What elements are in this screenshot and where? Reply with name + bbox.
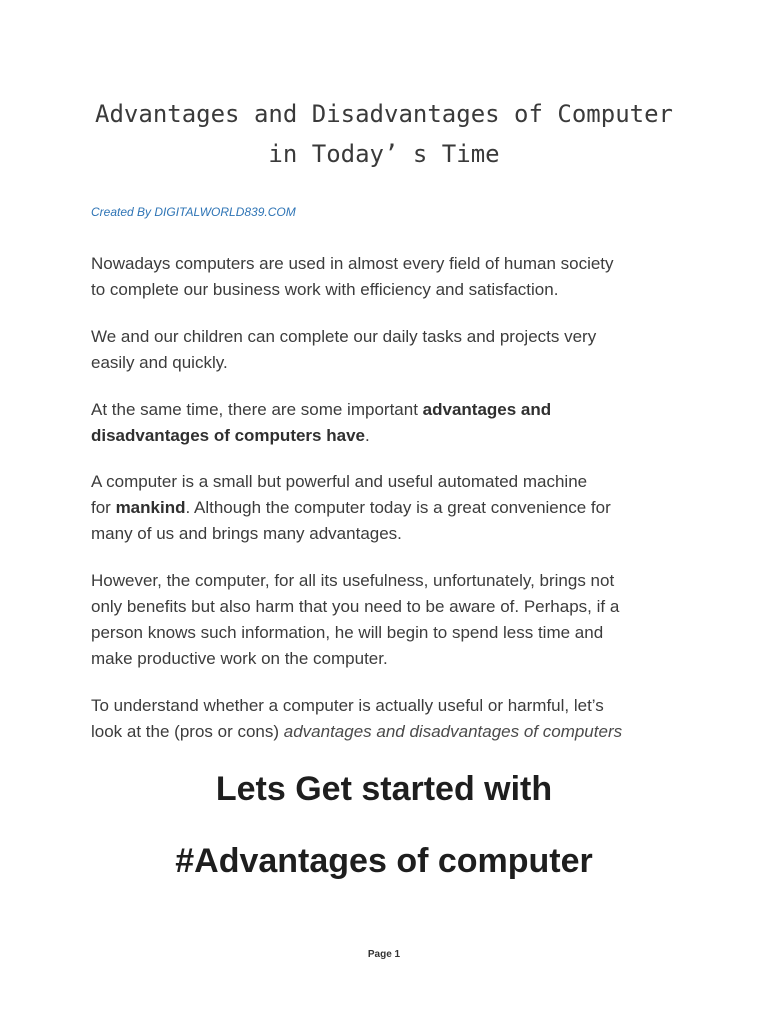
paragraph-line: We and our children can complete our daily tasks and projects very <box>91 327 597 346</box>
paragraph-line <box>91 495 691 521</box>
paragraph-line: A computer is a small but powerful and useful automated machine <box>91 472 588 491</box>
paragraph-harm <box>91 568 691 672</box>
paragraph-line: only benefits but also harm that you need to be aware of. Perhaps, if a <box>91 597 620 616</box>
paragraph-automated-machine <box>91 469 691 547</box>
paragraph-text: At the same time, there are some important <box>91 400 423 419</box>
paragraph-text: . Although the computer today is a great convenience for <box>185 498 611 517</box>
title-line-1: Advantages and Disadvantages of Computer <box>95 100 673 128</box>
author-credit: Created By DIGITALWORLD839.COM <box>91 205 296 219</box>
paragraph-line: easily and quickly. <box>91 353 228 372</box>
paragraph-daily-tasks <box>91 324 691 376</box>
paragraph-line: However, the computer, for all its usefulness, unfortunately, brings not <box>91 571 615 590</box>
paragraph-line: person knows such information, he will begin to spend less time and <box>91 623 604 642</box>
document-title <box>60 94 708 174</box>
bold-phrase: disadvantages of computers have <box>91 426 365 445</box>
paragraph-advantages-disadvantages <box>91 397 691 449</box>
title-line-2: in Today’ s Time <box>268 140 500 168</box>
paragraph-line <box>91 397 691 423</box>
section-heading-started: Lets Get started with <box>215 770 553 808</box>
bold-phrase: advantages and <box>422 400 552 419</box>
paragraph-line: Nowadays computers are used in almost every field of human society <box>91 254 614 273</box>
section-heading-advantages: #Advantages of computer <box>175 842 593 880</box>
italic-phrase: advantages and disadvantages of computers <box>283 722 623 741</box>
bold-phrase: mankind <box>115 498 186 517</box>
paragraph-pros-cons <box>91 693 691 745</box>
paragraph-line: To understand whether a computer is actually useful or harmful, let’s <box>91 696 604 715</box>
paragraph-text: look at the (pros or cons) <box>91 722 284 741</box>
paragraph-line: many of us and brings many advantages. <box>91 524 402 543</box>
paragraph-line: make productive work on the computer. <box>91 649 388 668</box>
paragraph-line <box>91 719 691 745</box>
paragraph-text: for <box>91 498 116 517</box>
paragraph-line: to complete our business work with efficiency and satisfaction. <box>91 280 559 299</box>
page-number: Page 1 <box>367 949 401 960</box>
paragraph-text: . <box>364 426 370 445</box>
paragraph-line <box>91 423 691 449</box>
paragraph-intro <box>91 251 691 303</box>
